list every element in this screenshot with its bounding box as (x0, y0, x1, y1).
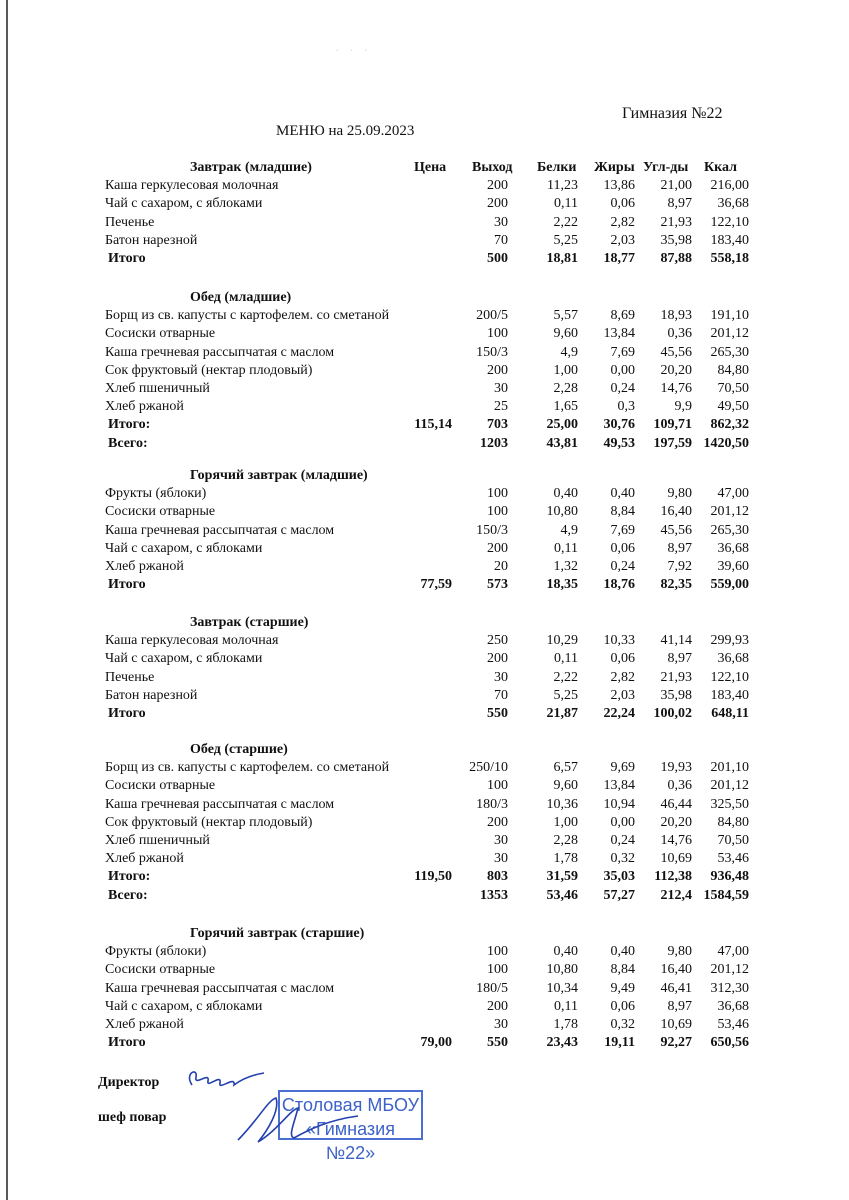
kcal-cell: 201,12 (710, 778, 749, 793)
output-cell: 100 (487, 778, 508, 793)
item-name: Хлеб ржаной (105, 559, 184, 574)
faded-watermark: · · · (335, 44, 371, 59)
kcal-cell: 39,60 (717, 559, 749, 574)
menu-item-row (0, 797, 849, 815)
carbs-cell: 92,27 (660, 1035, 692, 1050)
output-cell: 100 (487, 944, 508, 959)
fats-cell: 13,86 (603, 178, 635, 193)
kcal-cell: 216,00 (710, 178, 749, 193)
kcal-cell: 183,40 (710, 233, 749, 248)
kcal-cell: 201,12 (710, 326, 749, 341)
column-header-fats: Жиры (594, 160, 635, 175)
proteins-cell: 53,46 (546, 888, 578, 903)
fats-cell: 0,06 (610, 541, 635, 556)
fats-cell: 0,32 (610, 851, 635, 866)
menu-item-row (0, 504, 849, 522)
carbs-cell: 0,36 (667, 778, 692, 793)
item-name: Итого (108, 706, 146, 721)
carbs-cell: 8,97 (667, 999, 692, 1014)
proteins-cell: 43,81 (546, 436, 578, 451)
fats-cell: 9,49 (610, 981, 635, 996)
carbs-cell: 20,20 (660, 815, 692, 830)
menu-item-row (0, 962, 849, 980)
section-heading (0, 290, 849, 308)
carbs-cell: 7,92 (667, 559, 692, 574)
item-name: Борщ из св. капусты с картофелем. со сметаной (105, 308, 390, 323)
proteins-cell: 5,57 (553, 308, 578, 323)
menu-item-row (0, 688, 849, 706)
fats-cell: 2,03 (610, 688, 635, 703)
carbs-cell: 18,93 (660, 308, 692, 323)
price-cell: 79,00 (420, 1035, 452, 1050)
item-name: Каша гречневая рассыпчатая с маслом (105, 797, 335, 812)
fats-cell: 30,76 (603, 417, 635, 432)
kcal-cell: 558,18 (710, 251, 749, 266)
fats-cell: 0,3 (617, 399, 635, 414)
fats-cell: 0,24 (610, 833, 635, 848)
proteins-cell: 10,34 (546, 981, 578, 996)
output-cell: 20 (494, 559, 508, 574)
proteins-cell: 10,80 (546, 962, 578, 977)
proteins-cell: 23,43 (546, 1035, 578, 1050)
carbs-cell: 8,97 (667, 651, 692, 666)
kcal-cell: 265,30 (710, 345, 749, 360)
fats-cell: 18,76 (603, 577, 635, 592)
proteins-cell: 1,78 (553, 1017, 578, 1032)
proteins-cell: 5,25 (553, 233, 578, 248)
column-header-proteins: Белки (537, 160, 577, 175)
kcal-cell: 299,93 (710, 633, 749, 648)
kcal-cell: 1420,50 (703, 436, 749, 451)
kcal-cell: 559,00 (710, 577, 749, 592)
proteins-cell: 10,80 (546, 504, 578, 519)
carbs-cell: 35,98 (660, 688, 692, 703)
fats-cell: 49,53 (603, 436, 635, 451)
fats-cell: 13,84 (603, 778, 635, 793)
menu-item-row (0, 833, 849, 851)
kcal-cell: 122,10 (710, 670, 749, 685)
kcal-cell: 650,56 (710, 1035, 749, 1050)
carbs-cell: 20,20 (660, 363, 692, 378)
menu-item-row (0, 651, 849, 669)
item-name: Чай с сахаром, с яблоками (105, 999, 263, 1014)
item-name: Сок фруктовый (нектар плодовый) (105, 815, 313, 830)
fats-cell: 0,24 (610, 559, 635, 574)
fats-cell: 10,33 (603, 633, 635, 648)
item-name: Горячий завтрак (младшие) (190, 468, 368, 483)
item-name: Всего: (108, 436, 148, 451)
menu-item-row (0, 559, 849, 577)
item-name: Итого (108, 577, 146, 592)
output-cell: 200 (487, 363, 508, 378)
carbs-cell: 109,71 (653, 417, 692, 432)
fats-cell: 13,84 (603, 326, 635, 341)
menu-item-row (0, 815, 849, 833)
kcal-cell: 53,46 (717, 851, 749, 866)
item-name: Печенье (105, 215, 155, 230)
menu-item-row (0, 541, 849, 559)
chef-label: шеф повар (98, 1110, 167, 1125)
proteins-cell: 31,59 (546, 869, 578, 884)
proteins-cell: 2,22 (553, 670, 578, 685)
kcal-cell: 183,40 (710, 688, 749, 703)
output-cell: 150/3 (476, 345, 508, 360)
output-cell: 200/5 (476, 308, 508, 323)
menu-item-row (0, 363, 849, 381)
item-name: Каша гречневая рассыпчатая с маслом (105, 345, 335, 360)
total-row (0, 1035, 849, 1053)
kcal-cell: 201,10 (710, 760, 749, 775)
price-cell: 115,14 (414, 417, 452, 432)
column-header-output: Выход (472, 160, 513, 175)
carbs-cell: 21,93 (660, 670, 692, 685)
item-name: Чай с сахаром, с яблоками (105, 541, 263, 556)
fats-cell: 0,06 (610, 999, 635, 1014)
section-heading (0, 926, 849, 944)
menu-item-row (0, 851, 849, 869)
total-row (0, 888, 849, 906)
menu-title: МЕНЮ на 25.09.2023 (276, 123, 415, 139)
kcal-cell: 191,10 (710, 308, 749, 323)
item-name: Батон нарезной (105, 688, 198, 703)
carbs-cell: 9,80 (667, 486, 692, 501)
chef-signature (228, 1090, 368, 1150)
proteins-cell: 0,40 (553, 944, 578, 959)
menu-item-row (0, 633, 849, 651)
proteins-cell: 0,40 (553, 486, 578, 501)
output-cell: 30 (494, 215, 508, 230)
proteins-cell: 18,35 (546, 577, 578, 592)
fats-cell: 9,69 (610, 760, 635, 775)
fats-cell: 7,69 (610, 523, 635, 538)
menu-item-row (0, 381, 849, 399)
proteins-cell: 6,57 (553, 760, 578, 775)
section-heading (0, 468, 849, 486)
carbs-cell: 45,56 (660, 345, 692, 360)
fats-cell: 0,06 (610, 651, 635, 666)
menu-item-row (0, 233, 849, 251)
output-cell: 100 (487, 486, 508, 501)
output-cell: 550 (487, 706, 508, 721)
item-name: Сок фруктовый (нектар плодовый) (105, 363, 313, 378)
proteins-cell: 1,65 (553, 399, 578, 414)
output-cell: 200 (487, 541, 508, 556)
item-name: Сосиски отварные (105, 326, 216, 341)
kcal-cell: 36,68 (717, 541, 749, 556)
proteins-cell: 4,9 (560, 523, 578, 538)
carbs-cell: 14,76 (660, 833, 692, 848)
menu-item-row (0, 345, 849, 363)
menu-item-row (0, 670, 849, 688)
menu-item-row (0, 486, 849, 504)
menu-item-row (0, 760, 849, 778)
item-name: Сосиски отварные (105, 962, 216, 977)
column-header-kcal: Ккал (704, 160, 737, 175)
carbs-cell: 9,9 (674, 399, 692, 414)
kcal-cell: 648,11 (711, 706, 749, 721)
stamp-line-2: «Гимназия №22» (306, 1119, 395, 1163)
kcal-cell: 36,68 (717, 999, 749, 1014)
item-name: Фрукты (яблоки) (105, 944, 207, 959)
fats-cell: 57,27 (603, 888, 635, 903)
menu-item-row (0, 944, 849, 962)
fats-cell: 0,40 (610, 486, 635, 501)
menu-item-row (0, 778, 849, 796)
fats-cell: 10,94 (603, 797, 635, 812)
director-label: Директор (98, 1075, 160, 1090)
fats-cell: 2,03 (610, 233, 635, 248)
proteins-cell: 25,00 (546, 417, 578, 432)
output-cell: 1203 (480, 436, 508, 451)
column-header-price: Цена (414, 160, 447, 175)
kcal-cell: 201,12 (710, 962, 749, 977)
output-cell: 70 (494, 233, 508, 248)
output-cell: 250 (487, 633, 508, 648)
output-cell: 500 (487, 251, 508, 266)
fats-cell: 0,32 (610, 1017, 635, 1032)
item-name: Батон нарезной (105, 233, 198, 248)
kcal-cell: 1584,59 (703, 888, 749, 903)
output-cell: 100 (487, 326, 508, 341)
fats-cell: 19,11 (604, 1035, 635, 1050)
proteins-cell: 10,29 (546, 633, 578, 648)
menu-item-row (0, 999, 849, 1017)
output-cell: 550 (487, 1035, 508, 1050)
output-cell: 200 (487, 815, 508, 830)
item-name: Чай с сахаром, с яблоками (105, 651, 263, 666)
output-cell: 30 (494, 381, 508, 396)
fats-cell: 0,00 (610, 363, 635, 378)
output-cell: 250/10 (469, 760, 508, 775)
carbs-cell: 197,59 (653, 436, 692, 451)
item-name: Сосиски отварные (105, 504, 216, 519)
carbs-cell: 41,14 (660, 633, 692, 648)
output-cell: 1353 (480, 888, 508, 903)
kcal-cell: 36,68 (717, 196, 749, 211)
item-name: Итого (108, 1035, 146, 1050)
carbs-cell: 112,38 (654, 869, 692, 884)
output-cell: 573 (487, 577, 508, 592)
output-cell: 100 (487, 962, 508, 977)
proteins-cell: 2,28 (553, 833, 578, 848)
output-cell: 70 (494, 688, 508, 703)
fats-cell: 22,24 (603, 706, 635, 721)
fats-cell: 8,84 (610, 962, 635, 977)
total-row (0, 577, 849, 595)
item-name: Итого (108, 251, 146, 266)
total-row (0, 869, 849, 887)
carbs-cell: 16,40 (660, 504, 692, 519)
carbs-cell: 8,97 (667, 196, 692, 211)
item-name: Всего: (108, 888, 148, 903)
item-name: Печенье (105, 670, 155, 685)
fats-cell: 18,77 (603, 251, 635, 266)
kcal-cell: 84,80 (717, 815, 749, 830)
proteins-cell: 1,00 (553, 363, 578, 378)
column-header-carbs: Угл-ды (643, 160, 689, 175)
carbs-cell: 46,44 (660, 797, 692, 812)
output-cell: 200 (487, 651, 508, 666)
kcal-cell: 201,12 (710, 504, 749, 519)
carbs-cell: 45,56 (660, 523, 692, 538)
item-name: Фрукты (яблоки) (105, 486, 207, 501)
kcal-cell: 70,50 (717, 381, 749, 396)
proteins-cell: 4,9 (560, 345, 578, 360)
menu-item-row (0, 308, 849, 326)
output-cell: 30 (494, 670, 508, 685)
kcal-cell: 122,10 (710, 215, 749, 230)
item-name: Итого: (108, 869, 151, 884)
kcal-cell: 862,32 (710, 417, 749, 432)
item-name: Каша гречневая рассыпчатая с маслом (105, 523, 335, 538)
kcal-cell: 70,50 (717, 833, 749, 848)
output-cell: 30 (494, 851, 508, 866)
menu-item-row (0, 196, 849, 214)
total-row (0, 706, 849, 724)
fats-cell: 0,06 (610, 196, 635, 211)
price-cell: 77,59 (420, 577, 452, 592)
proteins-cell: 5,25 (553, 688, 578, 703)
output-cell: 200 (487, 196, 508, 211)
total-row (0, 436, 849, 454)
item-name: Обед (старшие) (190, 742, 288, 757)
menu-item-row (0, 399, 849, 417)
output-cell: 30 (494, 1017, 508, 1032)
proteins-cell: 0,11 (554, 999, 578, 1014)
proteins-cell: 0,11 (554, 651, 578, 666)
output-cell: 703 (487, 417, 508, 432)
proteins-cell: 11,23 (547, 178, 578, 193)
carbs-cell: 14,76 (660, 381, 692, 396)
menu-item-row (0, 981, 849, 999)
carbs-cell: 19,93 (660, 760, 692, 775)
kcal-cell: 47,00 (717, 944, 749, 959)
fats-cell: 8,84 (610, 504, 635, 519)
carbs-cell: 46,41 (660, 981, 692, 996)
menu-item-row (0, 326, 849, 344)
school-name: Гимназия №22 (622, 105, 723, 122)
fats-cell: 0,24 (610, 381, 635, 396)
output-cell: 25 (494, 399, 508, 414)
carbs-cell: 9,80 (667, 944, 692, 959)
proteins-cell: 10,36 (546, 797, 578, 812)
kcal-cell: 325,50 (710, 797, 749, 812)
proteins-cell: 1,32 (553, 559, 578, 574)
item-name: Сосиски отварные (105, 778, 216, 793)
item-name: Чай с сахаром, с яблоками (105, 196, 263, 211)
carbs-cell: 10,69 (660, 1017, 692, 1032)
carbs-cell: 10,69 (660, 851, 692, 866)
item-name: Завтрак (младшие) (190, 160, 312, 175)
output-cell: 803 (487, 869, 508, 884)
output-cell: 200 (487, 178, 508, 193)
item-name: Хлеб пшеничный (105, 381, 210, 396)
item-name: Хлеб ржаной (105, 399, 184, 414)
stamp-line-1: Столовая МБОУ (281, 1095, 420, 1115)
kcal-cell: 936,48 (710, 869, 749, 884)
menu-item-row (0, 523, 849, 541)
item-name: Каша гречневая рассыпчатая с маслом (105, 981, 335, 996)
proteins-cell: 0,11 (554, 196, 578, 211)
item-name: Хлеб ржаной (105, 1017, 184, 1032)
output-cell: 200 (487, 999, 508, 1014)
proteins-cell: 2,28 (553, 381, 578, 396)
proteins-cell: 18,81 (546, 251, 578, 266)
carbs-cell: 21,00 (660, 178, 692, 193)
output-cell: 180/3 (476, 797, 508, 812)
output-cell: 30 (494, 833, 508, 848)
carbs-cell: 35,98 (660, 233, 692, 248)
fats-cell: 0,00 (610, 815, 635, 830)
kcal-cell: 53,46 (717, 1017, 749, 1032)
kcal-cell: 312,30 (710, 981, 749, 996)
fats-cell: 7,69 (610, 345, 635, 360)
kcal-cell: 47,00 (717, 486, 749, 501)
item-name: Завтрак (старшие) (190, 615, 309, 630)
menu-item-row (0, 178, 849, 196)
carbs-cell: 16,40 (660, 962, 692, 977)
carbs-cell: 87,88 (660, 251, 692, 266)
proteins-cell: 2,22 (553, 215, 578, 230)
output-cell: 180/5 (476, 981, 508, 996)
carbs-cell: 212,4 (660, 888, 692, 903)
item-name: Обед (младшие) (190, 290, 292, 305)
item-name: Борщ из св. капусты с картофелем. со сметаной (105, 760, 390, 775)
kcal-cell: 265,30 (710, 523, 749, 538)
section-heading (0, 615, 849, 633)
price-cell: 119,50 (414, 869, 452, 884)
kcal-cell: 49,50 (717, 399, 749, 414)
proteins-cell: 9,60 (553, 778, 578, 793)
proteins-cell: 9,60 (553, 326, 578, 341)
kcal-cell: 84,80 (717, 363, 749, 378)
fats-cell: 2,82 (610, 215, 635, 230)
kcal-cell: 36,68 (717, 651, 749, 666)
carbs-cell: 0,36 (667, 326, 692, 341)
item-name: Каша геркулесовая молочная (105, 633, 279, 648)
output-cell: 100 (487, 504, 508, 519)
item-name: Каша геркулесовая молочная (105, 178, 279, 193)
section-heading (0, 742, 849, 760)
proteins-cell: 1,78 (553, 851, 578, 866)
section-heading (0, 160, 849, 178)
fats-cell: 2,82 (610, 670, 635, 685)
proteins-cell: 1,00 (553, 815, 578, 830)
item-name: Горячий завтрак (старшие) (190, 926, 365, 941)
total-row (0, 251, 849, 269)
carbs-cell: 8,97 (667, 541, 692, 556)
proteins-cell: 21,87 (546, 706, 578, 721)
carbs-cell: 82,35 (660, 577, 692, 592)
fats-cell: 35,03 (603, 869, 635, 884)
output-cell: 150/3 (476, 523, 508, 538)
fats-cell: 8,69 (610, 308, 635, 323)
proteins-cell: 0,11 (554, 541, 578, 556)
fats-cell: 0,40 (610, 944, 635, 959)
menu-item-row (0, 1017, 849, 1035)
carbs-cell: 100,02 (653, 706, 692, 721)
menu-item-row (0, 215, 849, 233)
item-name: Хлеб пшеничный (105, 833, 210, 848)
carbs-cell: 21,93 (660, 215, 692, 230)
total-row (0, 417, 849, 435)
item-name: Итого: (108, 417, 151, 432)
item-name: Хлеб ржаной (105, 851, 184, 866)
